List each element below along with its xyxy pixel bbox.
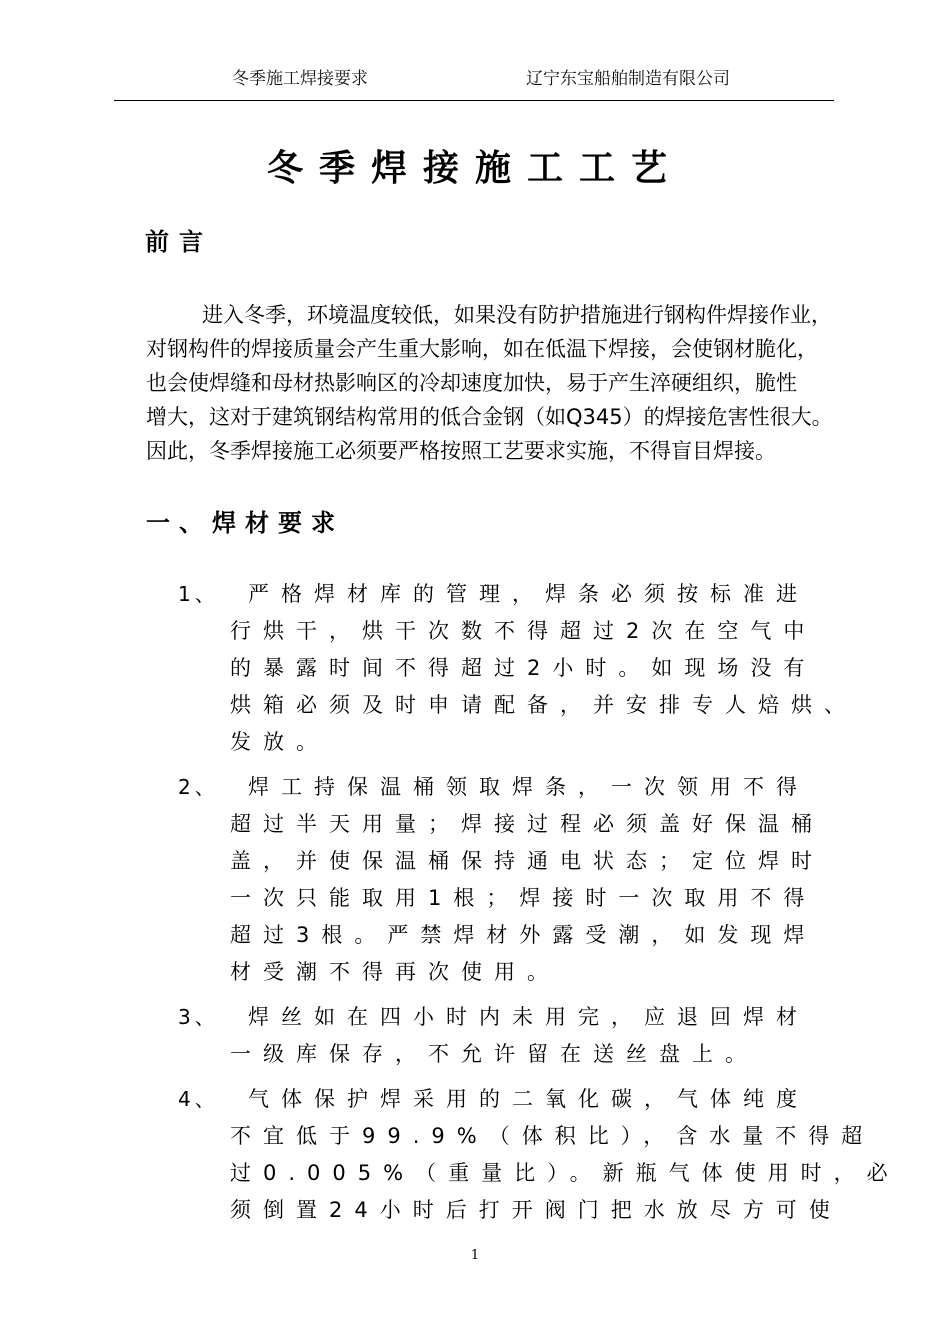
preface-heading: 前言 <box>145 228 213 256</box>
item-line: 焊丝如在四小时内未用完，应退回焊材 <box>248 1005 809 1029</box>
item-line: 行烘干，烘干次数不得超过2次在空气中 <box>230 619 817 643</box>
item-text <box>230 769 858 991</box>
item-line: 超过3根。严禁焊材外露受潮，如发现焊 <box>230 923 817 947</box>
requirements-list <box>178 576 900 1237</box>
header-rule <box>114 100 834 101</box>
item-line: 一级库保存，不允许留在送丝盘上。 <box>230 1042 758 1066</box>
page-number: 1 <box>470 1248 480 1263</box>
item-line: 超过半天用量；焊接过程必须盖好保温桶 <box>230 812 824 836</box>
item-line: 一次只能取用1根；焊接时一次取用不得 <box>230 886 817 910</box>
item-line: 发放。 <box>230 730 329 754</box>
item-line: 气体保护焊采用的二氧化碳，气体纯度 <box>248 1087 809 1111</box>
list-item <box>178 1081 900 1229</box>
item-line: 盖，并使保温桶保持通电状态；定位焊时 <box>230 849 824 873</box>
item-number: 4、 <box>178 1087 219 1111</box>
item-number: 1、 <box>178 582 219 606</box>
preface-paragraph <box>146 298 846 468</box>
item-line: 焊工持保温桶领取焊条，一次领用不得 <box>248 775 809 799</box>
list-item <box>178 576 858 761</box>
item-line: 的暴露时间不得超过2小时。如现场没有 <box>230 656 817 680</box>
running-header-title: 冬季施工焊接要求 <box>232 69 368 89</box>
item-line: 烘箱必须及时申请配备，并安排专人焙烘、 <box>230 693 857 717</box>
item-text <box>230 999 858 1073</box>
item-line: 过0.005%（重量比）。新瓶气体使用时，必 <box>230 1161 900 1185</box>
item-number: 2、 <box>178 775 219 799</box>
list-item <box>178 769 858 991</box>
list-item <box>178 999 858 1073</box>
item-line: 不宜低于99.9%（体积比），含水量不得超 <box>230 1124 875 1148</box>
item-line: 严格焊材库的管理，焊条必须按标准进 <box>248 582 809 606</box>
item-number: 3、 <box>178 1005 219 1029</box>
running-header-company: 辽宁东宝船舶制造有限公司 <box>526 69 730 89</box>
item-line: 材受潮不得再次使用。 <box>230 960 560 984</box>
item-text <box>230 576 858 761</box>
document-title: 冬季焊接施工工艺 <box>266 148 683 189</box>
section-heading-welding-materials: 一、焊材要求 <box>146 509 344 537</box>
preface-line: 进入冬季，环境温度较低，如果没有防护措施进行钢构件焊接作业， 对钢构件的焊接质量会产生重大影响，如在低温下焊接，会使钢材脆化， 也会使焊缝和母材热影响区的冷却速度加快，易于产生淬硬组织，脆性 增大，这对于建筑钢结构常用的低合金钢（如Q345）的焊接危害性很大。 因此，冬季焊接施工必须要严格按照工艺要求实施，不得盲目焊接。 <box>146 303 833 463</box>
item-text <box>230 1081 900 1229</box>
item-line: 须倒置24小时后打开阀门把水放尽方可使 <box>230 1198 842 1222</box>
